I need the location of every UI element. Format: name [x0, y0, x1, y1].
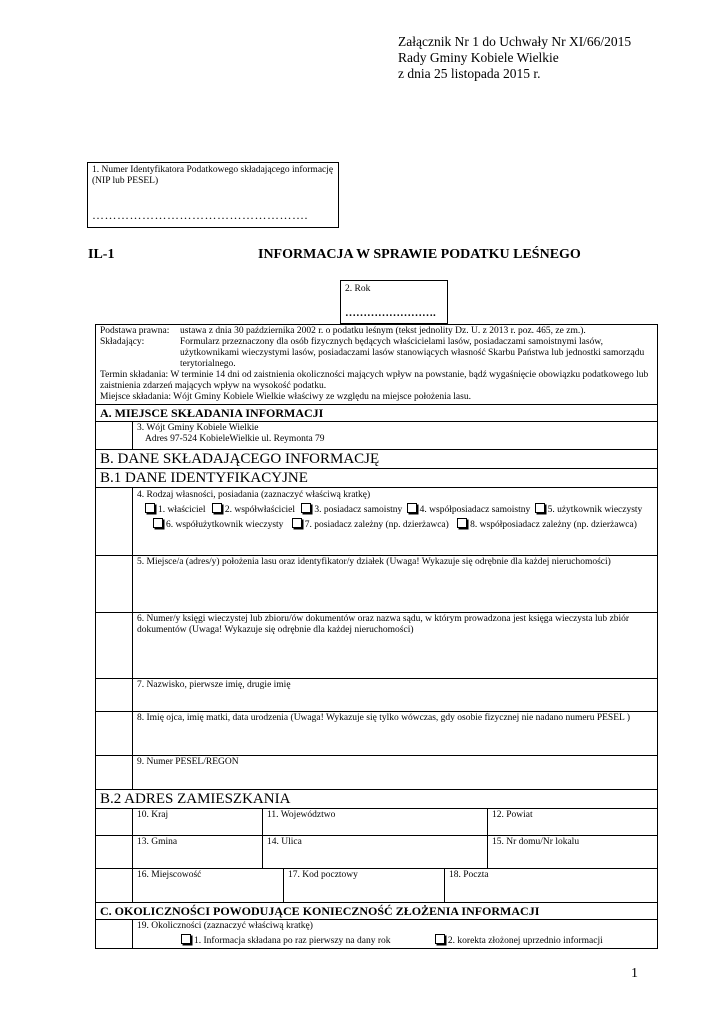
address-row-3 [96, 869, 657, 903]
nip-field[interactable] [87, 162, 339, 228]
year-label: 2. Rok [345, 284, 371, 294]
filers-label: Składający: [100, 337, 145, 347]
field-19-label: 19. Okoliczności (zaznaczyć właściwą kratkę) [137, 921, 313, 931]
checkbox-co-owner[interactable] [212, 503, 222, 513]
section-c-title: C. OKOLICZNOŚCI POWODUJĄCE KONIECZNOŚĆ ZŁOŻENIA INFORMACJI [96, 903, 657, 920]
address-row-2 [96, 836, 657, 869]
place-text: Miejsce składania: Wójt Gminy Kobiele Wielkie właściwy ze względu na miejsce położenia lasu. [100, 392, 471, 402]
checkbox-dependent-co-possessor[interactable] [457, 518, 467, 528]
checkbox-owner[interactable] [145, 503, 155, 513]
checkbox-possessor[interactable] [301, 503, 311, 513]
postal-code-field[interactable]: 17. Kod pocztowy [284, 869, 445, 902]
form-code: IL-1 [88, 247, 115, 262]
form-title: INFORMACJA W SPRAWIE PODATKU LEŚNEGO [258, 247, 581, 262]
filers-text: Formularz przeznaczony dla osób fizycznych będących właścicielami lasów, posiadaczami samoistnymi lasów, użytkownikami wieczystymi lasów, posiadaczami lasów stanowiących własność Skarbu Państwa lub jednostki samorządu terytorialnego. [180, 337, 645, 369]
indent [96, 422, 133, 449]
location-field[interactable]: 5. Miejsce/a (adres/y) położenia lasu oraz identyfikator/y działek (Uwaga! Wykazuje się odrębnie dla każdej nieruchomości) [137, 557, 611, 567]
field-4-label: 4. Rodzaj własności, posiadania (zaznaczyć właściwą kratkę) [137, 490, 371, 500]
checkbox-dependent-possessor[interactable] [292, 518, 302, 528]
nip-label: 1. Numer Identyfikatora Podatkowego składającego informację (NIP lub PESEL) [92, 165, 334, 186]
house-number-field[interactable]: 15. Nr domu/Nr lokalu [492, 837, 580, 847]
indent [96, 869, 133, 902]
name-field[interactable]: 7. Nazwisko, pierwsze imię, drugie imię [137, 680, 291, 690]
checkbox-co-possessor[interactable] [407, 503, 417, 513]
section-b1-title: B.1 DANE IDENTYFIKACYJNE [96, 469, 657, 488]
checkbox-co-perpetual-user[interactable] [153, 518, 163, 528]
section-b2-title: B.2 ADRES ZAMIESZKANIA [96, 790, 657, 809]
county-field[interactable]: 12. Powiat [492, 810, 533, 820]
indent [96, 679, 133, 711]
indent [96, 809, 133, 835]
field-6-row [96, 613, 657, 679]
deadline-text: Termin składania: W terminie 14 dni od zaistnienia okoliczności mających wpływ na powstanie, bądź wygaśnięcie obowiązku podatkowego lub zaistnienia zdarzeń mających wpływ na wysokość podatku. [100, 370, 649, 391]
indent [96, 613, 133, 678]
legal-label: Podstawa prawna: [100, 326, 170, 336]
year-field[interactable] [340, 280, 448, 324]
page-number: 1 [631, 966, 638, 981]
circumstances-field [133, 920, 657, 948]
street-field[interactable]: 14. Ulica [263, 836, 488, 868]
office-address: Adres 97-524 KobieleWielkie ul. Reymonta 79 [145, 434, 325, 444]
opt-correction: 2. korekta złożonej uprzednio informacji [447, 936, 603, 946]
voivodeship-field[interactable]: 11. Województwo [263, 809, 488, 835]
annex-line-1: Załącznik Nr 1 do Uchwały Nr XI/66/2015 [398, 34, 632, 49]
section-a-row [96, 422, 657, 450]
year-dots: ……………………. [345, 307, 436, 319]
indent [96, 556, 133, 612]
opt-first-filing: 1. Informacja składana po raz pierwszy na dany rok [194, 936, 391, 946]
main-form [95, 324, 658, 949]
field-7-row [96, 679, 657, 712]
office-field [133, 422, 657, 449]
opt-dependent-co-possessor: 8. współposiadacz zależny (np. dzierżawca) [470, 520, 637, 530]
town-field[interactable]: 16. Miejscowość [133, 869, 284, 902]
address-row-1 [96, 809, 657, 836]
indent [96, 836, 133, 868]
indent [96, 488, 133, 555]
annex-line-3: z dnia 25 listopada 2015 r. [398, 66, 541, 81]
land-register-field[interactable]: 6. Numer/y księgi wieczystej lub zbioru/ów dokumentów oraz nazwa sądu, w którym prowadzona jest księga wieczysta lub zbiór dokumentów (Uwaga! Wykazuje się odrębnie dla każdej nieruchomości) [137, 614, 630, 635]
opt-dependent-possessor: 7. posiadacz zależny (np. dzierżawca) [304, 520, 449, 530]
annex-header [398, 34, 631, 82]
opt-perpetual-user: 5. użytkownik wieczysty [547, 505, 643, 515]
legal-basis [96, 325, 657, 405]
field-19-row [96, 920, 657, 948]
parents-birthdate-field[interactable]: 8. Imię ojca, imię matki, data urodzenia (Uwaga! Wykazuje się tylko wówczas, gdy osobie fizycznej nie nadano numeru PESEL ) [137, 713, 631, 723]
indent [96, 712, 133, 755]
checkbox-correction[interactable] [435, 934, 445, 944]
checkbox-perpetual-user[interactable] [535, 503, 545, 513]
opt-co-possessor: 4. współposiadacz samoistny [419, 505, 531, 515]
opt-co-perpetual-user: 6. współużytkownik wieczysty [166, 520, 284, 530]
indent [96, 756, 133, 789]
indent [96, 920, 133, 948]
country-field[interactable]: 10. Kraj [133, 809, 263, 835]
nip-dots: ……………………………………………. [92, 208, 308, 222]
commune-field[interactable]: 13. Gmina [133, 836, 263, 868]
ownership-field [133, 488, 657, 555]
checkbox-first-filing[interactable] [181, 934, 191, 944]
field-5-row [96, 556, 657, 613]
office-name: 3. Wójt Gminy Kobiele Wielkie [137, 423, 259, 433]
opt-owner: 1. właściciel [158, 505, 206, 515]
section-a-title: A. MIEJSCE SKŁADANIA INFORMACJI [96, 405, 657, 422]
opt-co-owner: 2. współwłaściciel [224, 505, 296, 515]
post-office-field[interactable]: 18. Poczta [449, 870, 489, 880]
annex-line-2: Rady Gminy Kobiele Wielkie [398, 50, 559, 65]
section-b-title: B. DANE SKŁADAJĄCEGO INFORMACJĘ [96, 450, 657, 469]
field-8-row [96, 712, 657, 756]
pesel-regon-field[interactable]: 9. Numer PESEL/REGON [137, 757, 239, 767]
legal-text: ustawa z dnia 30 października 2002 r. o podatku leśnym (tekst jednolity Dz. U. z 2013 r. poz. 465, ze zm.). [180, 326, 586, 336]
field-9-row [96, 756, 657, 790]
field-4-row [96, 488, 657, 556]
opt-possessor: 3. posiadacz samoistny [314, 505, 403, 515]
